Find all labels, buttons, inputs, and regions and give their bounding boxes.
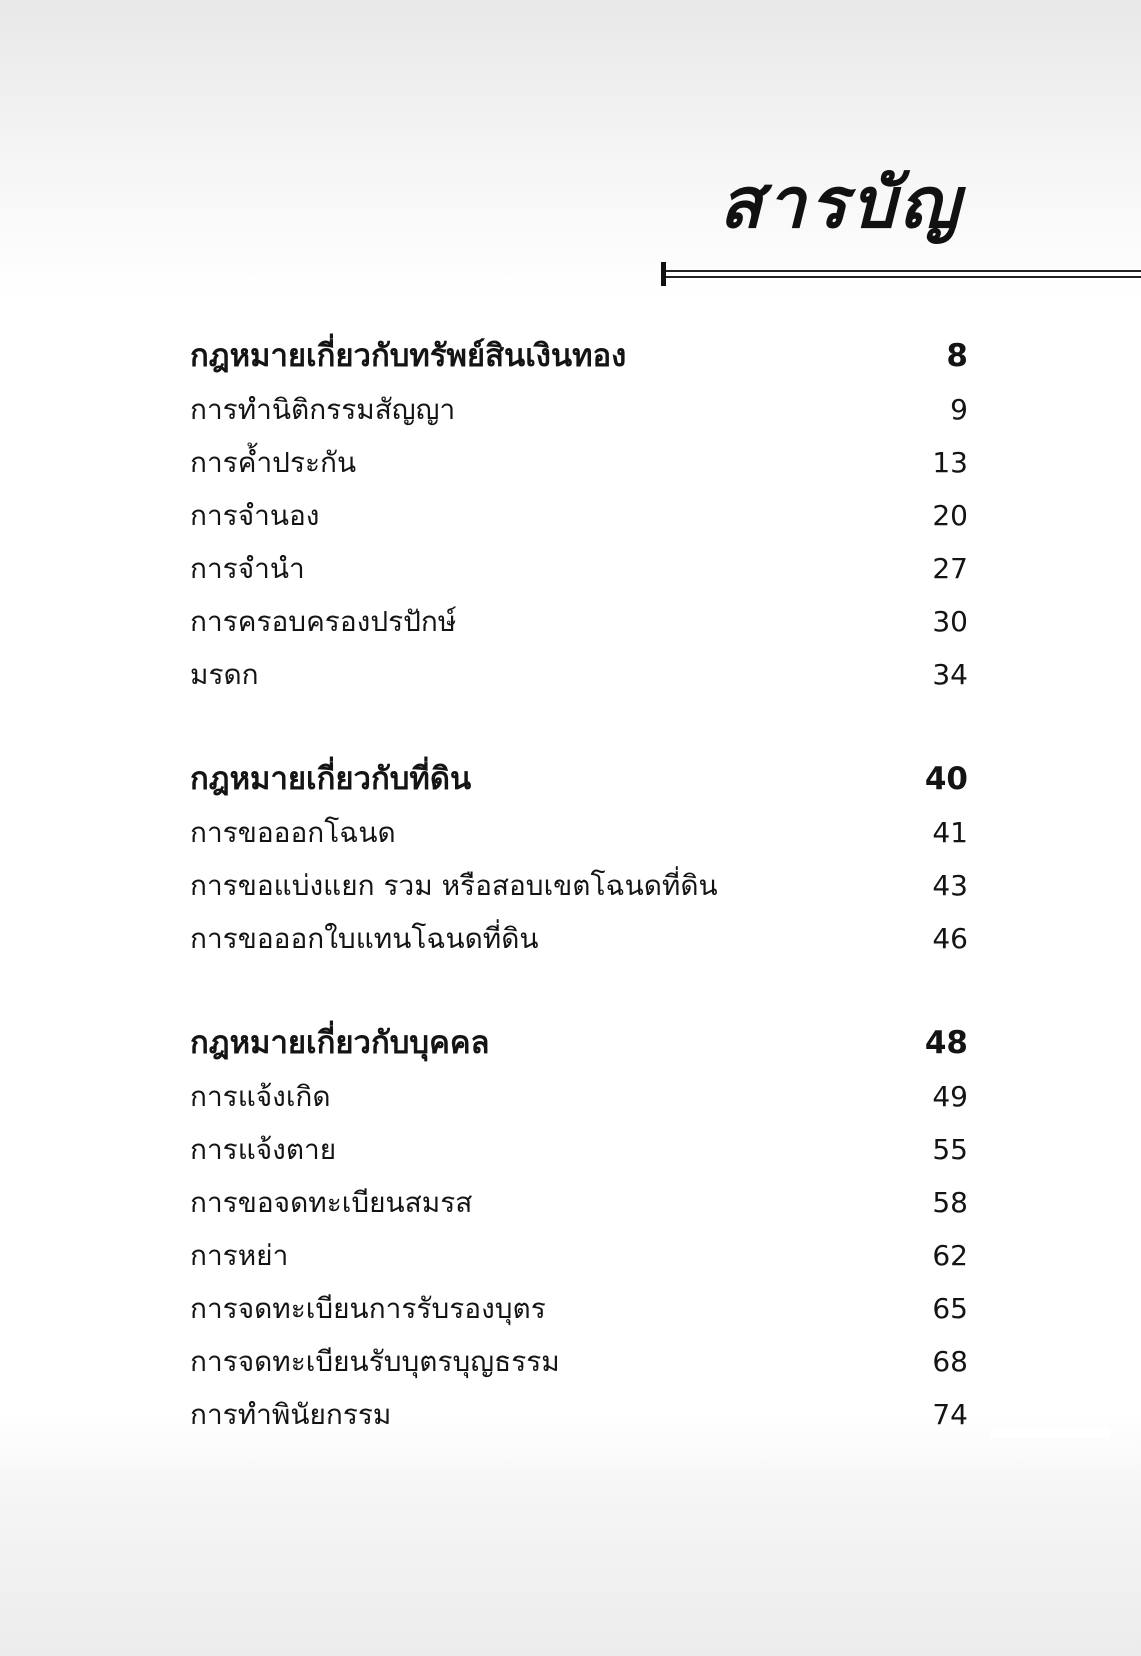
toc-entry-title: การแจ้งเกิด [190, 1080, 331, 1113]
toc-heading-page: 48 [924, 1025, 968, 1061]
toc-entry-page: 68 [932, 1345, 968, 1378]
toc-heading-title: กฎหมายเกี่ยวกับที่ดิน [190, 761, 472, 797]
toc-entry-title: การขอออกใบแทนโฉนดที่ดิน [190, 922, 539, 955]
toc-entry[interactable] [190, 806, 968, 859]
toc-entry[interactable] [190, 595, 968, 648]
toc-entry-title: การทำพินัยกรรม [190, 1398, 392, 1431]
toc-entry-title: การจำนอง [190, 499, 320, 532]
toc-entry[interactable] [190, 648, 968, 701]
toc-entry-title: การแจ้งตาย [190, 1133, 337, 1166]
toc-entry-page: 49 [932, 1080, 968, 1113]
toc-entry-page: 27 [932, 552, 968, 585]
page-edge-highlight [990, 1428, 1110, 1438]
toc-entry-page: 74 [932, 1398, 968, 1431]
toc-entry[interactable] [190, 912, 968, 965]
toc-entry-page: 58 [932, 1186, 968, 1219]
toc-entry-title: การครอบครองปรปักษ์ [190, 605, 457, 638]
toc-entry-title: การจดทะเบียนรับบุตรบุญธรรม [190, 1345, 560, 1378]
toc-entry-title: การหย่า [190, 1239, 289, 1272]
table-of-contents [190, 330, 968, 1493]
title-rule-tick [661, 262, 666, 286]
toc-entry[interactable] [190, 436, 968, 489]
toc-entry-title: การขอออกโฉนด [190, 816, 396, 849]
toc-entry-page: 41 [932, 816, 968, 849]
toc-section-heading[interactable] [190, 753, 968, 806]
title-rule-line [666, 276, 1141, 278]
toc-entry-page: 9 [950, 393, 968, 426]
toc-entry[interactable] [190, 1176, 968, 1229]
toc-entry-page: 62 [932, 1239, 968, 1272]
toc-section-land [190, 753, 968, 965]
toc-entry-page: 43 [932, 869, 968, 902]
toc-section-heading[interactable] [190, 330, 968, 383]
toc-section-property [190, 330, 968, 701]
toc-entry-page: 55 [932, 1133, 968, 1166]
toc-entry[interactable] [190, 542, 968, 595]
toc-entry[interactable] [190, 1335, 968, 1388]
title-rule [661, 262, 1141, 286]
toc-entry[interactable] [190, 489, 968, 542]
toc-entry-title: การทำนิติกรรมสัญญา [190, 393, 456, 426]
toc-entry-title: การขอจดทะเบียนสมรส [190, 1186, 473, 1219]
toc-section-heading[interactable] [190, 1017, 968, 1070]
toc-entry[interactable] [190, 859, 968, 912]
toc-heading-title: กฎหมายเกี่ยวกับทรัพย์สินเงินทอง [190, 338, 627, 374]
toc-entry-page: 65 [932, 1292, 968, 1325]
title-rule-line [666, 270, 1141, 272]
toc-entry-page: 46 [932, 922, 968, 955]
toc-entry-page: 13 [932, 446, 968, 479]
toc-entry-title: มรดก [190, 658, 259, 691]
toc-entry-page: 30 [932, 605, 968, 638]
toc-entry-page: 34 [932, 658, 968, 691]
toc-heading-page: 8 [946, 338, 968, 374]
toc-heading-page: 40 [924, 761, 968, 797]
page-title: สารบัญ [719, 162, 963, 244]
toc-entry-title: การจำนำ [190, 552, 305, 585]
toc-entry-title: การขอแบ่งแยก รวม หรือสอบเขตโฉนดที่ดิน [190, 869, 718, 902]
toc-entry-title: การจดทะเบียนการรับรองบุตร [190, 1292, 546, 1325]
toc-section-persons [190, 1017, 968, 1441]
toc-heading-title: กฎหมายเกี่ยวกับบุคคล [190, 1025, 490, 1061]
toc-entry[interactable] [190, 1123, 968, 1176]
toc-entry[interactable] [190, 1282, 968, 1335]
toc-entry[interactable] [190, 1229, 968, 1282]
toc-entry[interactable] [190, 1070, 968, 1123]
toc-entry[interactable] [190, 1388, 968, 1441]
toc-entry-page: 20 [932, 499, 968, 532]
toc-entry-title: การค้ำประกัน [190, 446, 357, 479]
toc-entry[interactable] [190, 383, 968, 436]
